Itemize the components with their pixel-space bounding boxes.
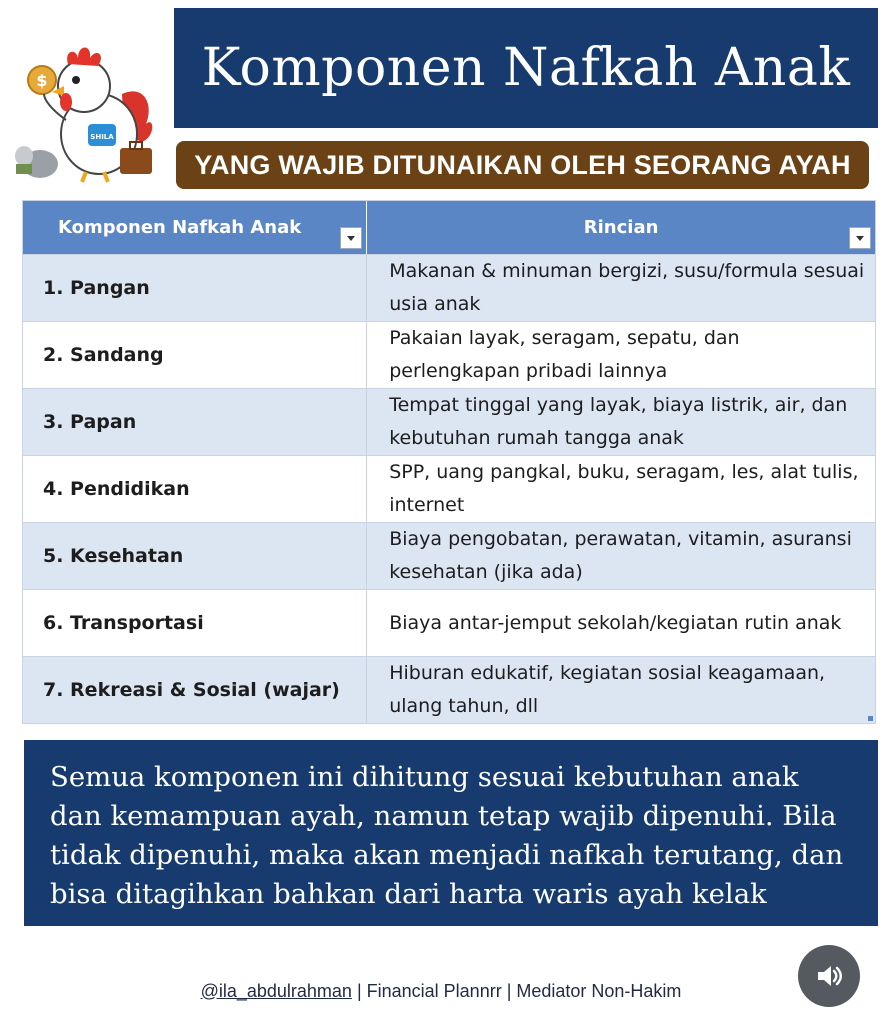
note-text: Semua komponen ini dihitung sesuai kebutuhan anak dan kemampuan ayah, namun tetap wajib dipenuhi. Bila tidak dipenuhi, maka akan menjadi nafkah terutang, dan bisa ditagihkan bahkan dari harta waris ayah kelak [50,761,844,910]
table-row [23,455,875,522]
detail-cell: Hiburan edukatif, kegiatan sosial keagamaan, ulang tahun, dll [389,662,826,717]
table-row [23,388,875,455]
detail-cell: Biaya pengobatan, perawatan, vitamin, asuransi kesehatan (jika ada) [389,528,852,583]
detail-cell: Tempat tinggal yang layak, biaya listrik, air, dan kebutuhan rumah tangga anak [389,394,848,449]
component-cell: 6. Transportasi [23,590,367,656]
sound-toggle-button[interactable] [798,945,860,1007]
svg-text:SHILA: SHILA [90,133,114,141]
footer-separator: | [356,980,362,1001]
component-cell: 2. Sandang [23,322,367,388]
page-title: Komponen Nafkah Anak [201,38,851,98]
nafkah-table [22,200,876,724]
footer-role-mediator: Mediator Non-Hakim [516,980,682,1001]
table-row [23,254,875,321]
component-cell: 7. Rekreasi & Sosial (wajar) [23,657,367,723]
dropdown-filter-icon[interactable] [849,227,871,249]
component-cell: 3. Papan [23,389,367,455]
column-header-detail [367,201,875,254]
table-row [23,522,875,589]
speaker-icon [814,961,844,991]
table-resize-handle[interactable] [868,716,873,721]
detail-cell: Biaya antar-jemput sekolah/kegiatan rutin anak [389,611,842,634]
footer [0,976,892,1006]
column-header-label: Rincian [583,217,659,238]
subtitle-banner [176,141,869,189]
detail-cell: Pakaian layak, seragam, sepatu, dan perlengkapan pribadi lainnya [389,327,740,382]
dropdown-filter-icon[interactable] [340,227,362,249]
table-row [23,656,875,723]
chicken-mascot-icon [4,24,164,184]
title-banner [174,8,878,128]
note-box [24,740,878,926]
footer-separator: | [506,980,512,1001]
detail-cell: Makanan & minuman bergizi, susu/formula sesuai usia anak [389,260,865,315]
subtitle-text: YANG WAJIB DITUNAIKAN OLEH SEORANG AYAH [194,149,851,180]
column-header-label: Komponen Nafkah Anak [58,217,302,238]
table-row [23,321,875,388]
svg-text:$: $ [36,71,48,90]
component-cell: 5. Kesehatan [23,523,367,589]
column-header-component [23,201,367,254]
component-cell: 1. Pangan [23,255,367,321]
table-row [23,589,875,656]
detail-cell: SPP, uang pangkal, buku, seragam, les, alat tulis, internet [389,461,859,516]
footer-role-planner: Financial Plannrr [366,980,502,1001]
table-header [23,201,875,254]
author-handle-link[interactable]: @ila_abdulrahman [200,980,352,1001]
component-cell: 4. Pendidikan [23,456,367,522]
